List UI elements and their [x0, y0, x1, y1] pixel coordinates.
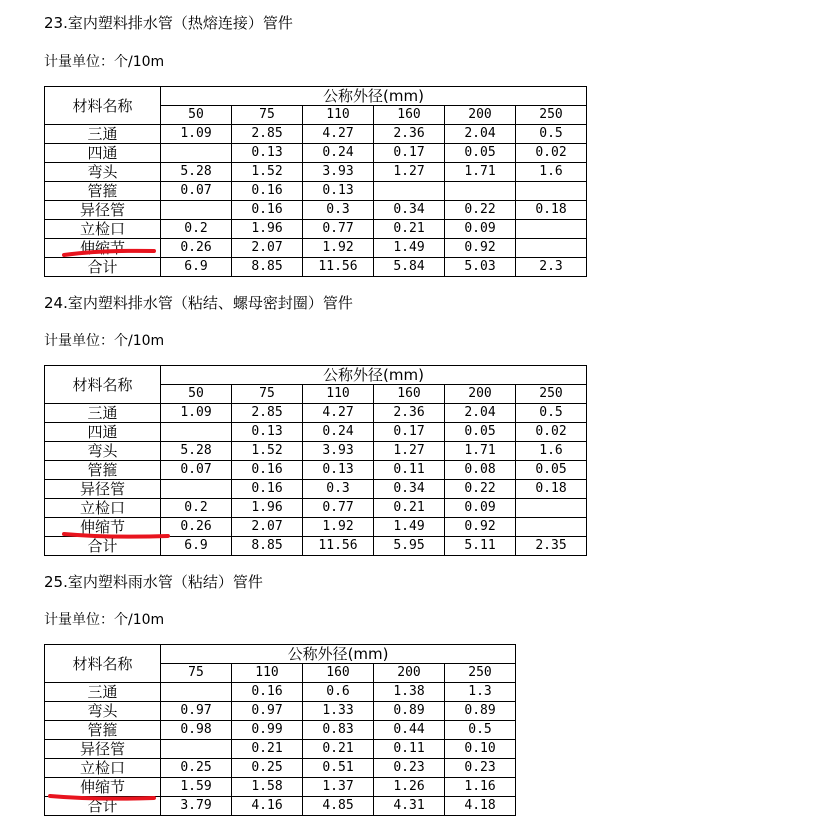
quantity-cell: 1.96	[232, 220, 303, 239]
diameter-column-header: 75	[232, 385, 303, 404]
quantity-cell: 11.56	[303, 258, 374, 277]
quantity-cell: 0.77	[303, 220, 374, 239]
quantity-cell: 8.85	[232, 258, 303, 277]
quantity-cell	[161, 683, 232, 702]
quantity-cell: 0.44	[374, 721, 445, 740]
quantity-cell	[161, 201, 232, 220]
quantity-cell: 1.37	[303, 778, 374, 797]
material-name-cell: 三通	[45, 125, 161, 144]
quantity-cell: 0.16	[232, 461, 303, 480]
diameter-column-header: 75	[161, 664, 232, 683]
quantity-cell	[516, 499, 587, 518]
quantity-cell: 6.9	[161, 258, 232, 277]
quantity-cell: 6.9	[161, 537, 232, 556]
material-name-cell: 弯头	[45, 163, 161, 182]
diameter-column-header: 160	[303, 664, 374, 683]
diameter-column-header: 75	[232, 106, 303, 125]
quantity-cell: 4.16	[232, 797, 303, 816]
quantity-cell: 5.95	[374, 537, 445, 556]
quantity-cell: 0.24	[303, 423, 374, 442]
quantity-cell	[516, 220, 587, 239]
quantity-cell: 0.98	[161, 721, 232, 740]
table-row	[45, 499, 587, 518]
quantity-cell: 0.26	[161, 518, 232, 537]
table-row	[45, 163, 587, 182]
quantity-cell: 1.6	[516, 442, 587, 461]
table-row	[45, 537, 587, 556]
material-name-cell: 三通	[45, 404, 161, 423]
table-row	[45, 125, 587, 144]
table-row	[45, 778, 516, 797]
quantity-cell: 2.36	[374, 404, 445, 423]
quantity-cell: 0.16	[232, 683, 303, 702]
table-row	[45, 201, 587, 220]
quantity-cell	[445, 182, 516, 201]
quantity-cell: 1.92	[303, 518, 374, 537]
section-24-title: 24.室内塑料排水管（粘结、螺母密封圈）管件	[44, 294, 353, 312]
quantity-cell: 5.28	[161, 163, 232, 182]
table-row	[45, 220, 587, 239]
table-row	[45, 721, 516, 740]
quantity-cell: 0.17	[374, 144, 445, 163]
material-name-cell: 管箍	[45, 721, 161, 740]
quantity-cell: 0.08	[445, 461, 516, 480]
quantity-cell: 0.3	[303, 480, 374, 499]
quantity-cell: 1.71	[445, 442, 516, 461]
quantity-cell: 1.26	[374, 778, 445, 797]
quantity-cell: 0.07	[161, 182, 232, 201]
quantity-cell: 1.58	[232, 778, 303, 797]
table-row	[45, 480, 587, 499]
quantity-cell: 4.85	[303, 797, 374, 816]
quantity-cell: 0.2	[161, 499, 232, 518]
quantity-cell	[516, 182, 587, 201]
quantity-cell	[161, 423, 232, 442]
diameter-column-header: 250	[445, 664, 516, 683]
quantity-cell: 0.77	[303, 499, 374, 518]
quantity-cell: 2.3	[516, 258, 587, 277]
quantity-cell: 0.97	[232, 702, 303, 721]
diameter-column-header: 50	[161, 106, 232, 125]
quantity-cell: 4.27	[303, 125, 374, 144]
quantity-cell: 0.99	[232, 721, 303, 740]
quantity-cell: 0.10	[445, 740, 516, 759]
diameter-header: 公称外径(mm)	[161, 87, 587, 106]
quantity-cell: 0.26	[161, 239, 232, 258]
quantity-cell: 0.11	[374, 461, 445, 480]
material-name-cell: 四通	[45, 144, 161, 163]
material-name-cell: 立检口	[45, 759, 161, 778]
table-row	[45, 518, 587, 537]
quantity-cell: 0.23	[374, 759, 445, 778]
table-row	[45, 740, 516, 759]
quantity-cell: 0.16	[232, 182, 303, 201]
quantity-cell: 1.3	[445, 683, 516, 702]
material-name-cell: 弯头	[45, 442, 161, 461]
table-row	[45, 239, 587, 258]
quantity-cell: 0.97	[161, 702, 232, 721]
diameter-column-header: 200	[374, 664, 445, 683]
quantity-cell: 0.05	[445, 144, 516, 163]
table-row	[45, 182, 587, 201]
quantity-cell: 1.33	[303, 702, 374, 721]
diameter-column-header: 200	[445, 106, 516, 125]
quantity-cell: 0.25	[232, 759, 303, 778]
section-23-unit: 计量单位：个/10m	[44, 54, 165, 70]
table-row	[45, 258, 587, 277]
quantity-cell: 0.07	[161, 461, 232, 480]
section-24-table	[44, 365, 587, 556]
material-name-header: 材料名称	[45, 87, 161, 125]
quantity-cell: 2.04	[445, 125, 516, 144]
quantity-cell: 0.21	[374, 499, 445, 518]
diameter-header: 公称外径(mm)	[161, 645, 516, 664]
table-row	[45, 797, 516, 816]
section-25-title: 25.室内塑料雨水管（粘结）管件	[44, 573, 263, 591]
diameter-column-header: 110	[303, 385, 374, 404]
quantity-cell: 0.09	[445, 220, 516, 239]
quantity-cell: 2.85	[232, 404, 303, 423]
quantity-cell	[161, 740, 232, 759]
quantity-cell: 1.96	[232, 499, 303, 518]
material-name-cell: 管箍	[45, 182, 161, 201]
quantity-cell: 2.07	[232, 518, 303, 537]
section-25-table	[44, 644, 516, 816]
material-name-header: 材料名称	[45, 645, 161, 683]
quantity-cell: 0.92	[445, 518, 516, 537]
material-name-cell: 异径管	[45, 740, 161, 759]
diameter-column-header: 250	[516, 106, 587, 125]
diameter-column-header: 110	[232, 664, 303, 683]
material-name-cell: 异径管	[45, 480, 161, 499]
quantity-cell: 2.85	[232, 125, 303, 144]
quantity-cell: 0.18	[516, 201, 587, 220]
quantity-cell: 1.71	[445, 163, 516, 182]
quantity-cell	[161, 480, 232, 499]
quantity-cell: 1.52	[232, 163, 303, 182]
quantity-cell: 0.34	[374, 201, 445, 220]
quantity-cell: 0.5	[516, 404, 587, 423]
table-row	[45, 423, 587, 442]
quantity-cell: 3.93	[303, 442, 374, 461]
quantity-cell: 4.31	[374, 797, 445, 816]
quantity-cell: 3.93	[303, 163, 374, 182]
quantity-cell: 1.09	[161, 404, 232, 423]
quantity-cell: 0.3	[303, 201, 374, 220]
quantity-cell: 0.21	[374, 220, 445, 239]
diameter-column-header: 250	[516, 385, 587, 404]
quantity-cell: 0.13	[303, 461, 374, 480]
quantity-cell: 0.23	[445, 759, 516, 778]
material-name-cell: 合计	[45, 537, 161, 556]
quantity-cell: 0.21	[232, 740, 303, 759]
quantity-cell: 0.13	[303, 182, 374, 201]
material-name-cell: 三通	[45, 683, 161, 702]
quantity-cell: 4.27	[303, 404, 374, 423]
quantity-cell: 0.2	[161, 220, 232, 239]
quantity-cell: 1.49	[374, 239, 445, 258]
table-row	[45, 404, 587, 423]
quantity-cell	[374, 182, 445, 201]
quantity-cell: 11.56	[303, 537, 374, 556]
diameter-column-header: 110	[303, 106, 374, 125]
quantity-cell: 2.36	[374, 125, 445, 144]
material-name-cell: 管箍	[45, 461, 161, 480]
material-name-cell: 立检口	[45, 220, 161, 239]
quantity-cell: 0.89	[374, 702, 445, 721]
section-24-unit: 计量单位：个/10m	[44, 333, 165, 349]
table-row	[45, 683, 516, 702]
diameter-column-header: 50	[161, 385, 232, 404]
quantity-cell: 0.24	[303, 144, 374, 163]
table-row	[45, 442, 587, 461]
quantity-cell: 0.16	[232, 480, 303, 499]
quantity-cell: 0.13	[232, 423, 303, 442]
quantity-cell: 0.05	[445, 423, 516, 442]
quantity-cell: 1.27	[374, 442, 445, 461]
quantity-cell: 0.02	[516, 423, 587, 442]
quantity-cell: 0.5	[516, 125, 587, 144]
table-row	[45, 461, 587, 480]
quantity-cell: 1.27	[374, 163, 445, 182]
material-name-cell: 伸缩节	[45, 518, 161, 537]
diameter-header: 公称外径(mm)	[161, 366, 587, 385]
quantity-cell: 0.13	[232, 144, 303, 163]
material-name-cell: 伸缩节	[45, 778, 161, 797]
diameter-column-header: 200	[445, 385, 516, 404]
quantity-cell: 0.22	[445, 480, 516, 499]
quantity-cell: 0.09	[445, 499, 516, 518]
diameter-column-header: 160	[374, 385, 445, 404]
quantity-cell: 1.09	[161, 125, 232, 144]
quantity-cell: 0.17	[374, 423, 445, 442]
quantity-cell: 0.89	[445, 702, 516, 721]
material-name-cell: 异径管	[45, 201, 161, 220]
material-name-cell: 合计	[45, 258, 161, 277]
quantity-cell: 0.05	[516, 461, 587, 480]
quantity-cell: 3.79	[161, 797, 232, 816]
table-row	[45, 702, 516, 721]
table-row	[45, 144, 587, 163]
quantity-cell: 5.84	[374, 258, 445, 277]
quantity-cell: 0.6	[303, 683, 374, 702]
quantity-cell: 0.83	[303, 721, 374, 740]
quantity-cell: 0.02	[516, 144, 587, 163]
quantity-cell: 0.25	[161, 759, 232, 778]
material-name-cell: 伸缩节	[45, 239, 161, 258]
quantity-cell: 2.04	[445, 404, 516, 423]
material-name-cell: 合计	[45, 797, 161, 816]
quantity-cell	[161, 144, 232, 163]
quantity-cell: 4.18	[445, 797, 516, 816]
quantity-cell: 0.51	[303, 759, 374, 778]
quantity-cell: 0.22	[445, 201, 516, 220]
quantity-cell: 0.16	[232, 201, 303, 220]
diameter-column-header: 160	[374, 106, 445, 125]
table-row	[45, 759, 516, 778]
quantity-cell: 1.59	[161, 778, 232, 797]
quantity-cell: 1.16	[445, 778, 516, 797]
material-name-cell: 立检口	[45, 499, 161, 518]
quantity-cell: 8.85	[232, 537, 303, 556]
quantity-cell: 2.07	[232, 239, 303, 258]
section-23-title: 23.室内塑料排水管（热熔连接）管件	[44, 14, 293, 32]
quantity-cell: 0.34	[374, 480, 445, 499]
quantity-cell: 1.92	[303, 239, 374, 258]
quantity-cell: 2.35	[516, 537, 587, 556]
quantity-cell: 0.21	[303, 740, 374, 759]
quantity-cell	[516, 239, 587, 258]
quantity-cell: 1.49	[374, 518, 445, 537]
quantity-cell: 5.28	[161, 442, 232, 461]
quantity-cell: 0.11	[374, 740, 445, 759]
section-23-table	[44, 86, 587, 277]
quantity-cell: 1.38	[374, 683, 445, 702]
quantity-cell: 1.6	[516, 163, 587, 182]
material-name-header: 材料名称	[45, 366, 161, 404]
quantity-cell: 5.03	[445, 258, 516, 277]
section-25-unit: 计量单位：个/10m	[44, 612, 165, 628]
quantity-cell	[516, 518, 587, 537]
material-name-cell: 四通	[45, 423, 161, 442]
quantity-cell: 0.92	[445, 239, 516, 258]
quantity-cell: 0.5	[445, 721, 516, 740]
material-name-cell: 弯头	[45, 702, 161, 721]
quantity-cell: 5.11	[445, 537, 516, 556]
quantity-cell: 0.18	[516, 480, 587, 499]
quantity-cell: 1.52	[232, 442, 303, 461]
